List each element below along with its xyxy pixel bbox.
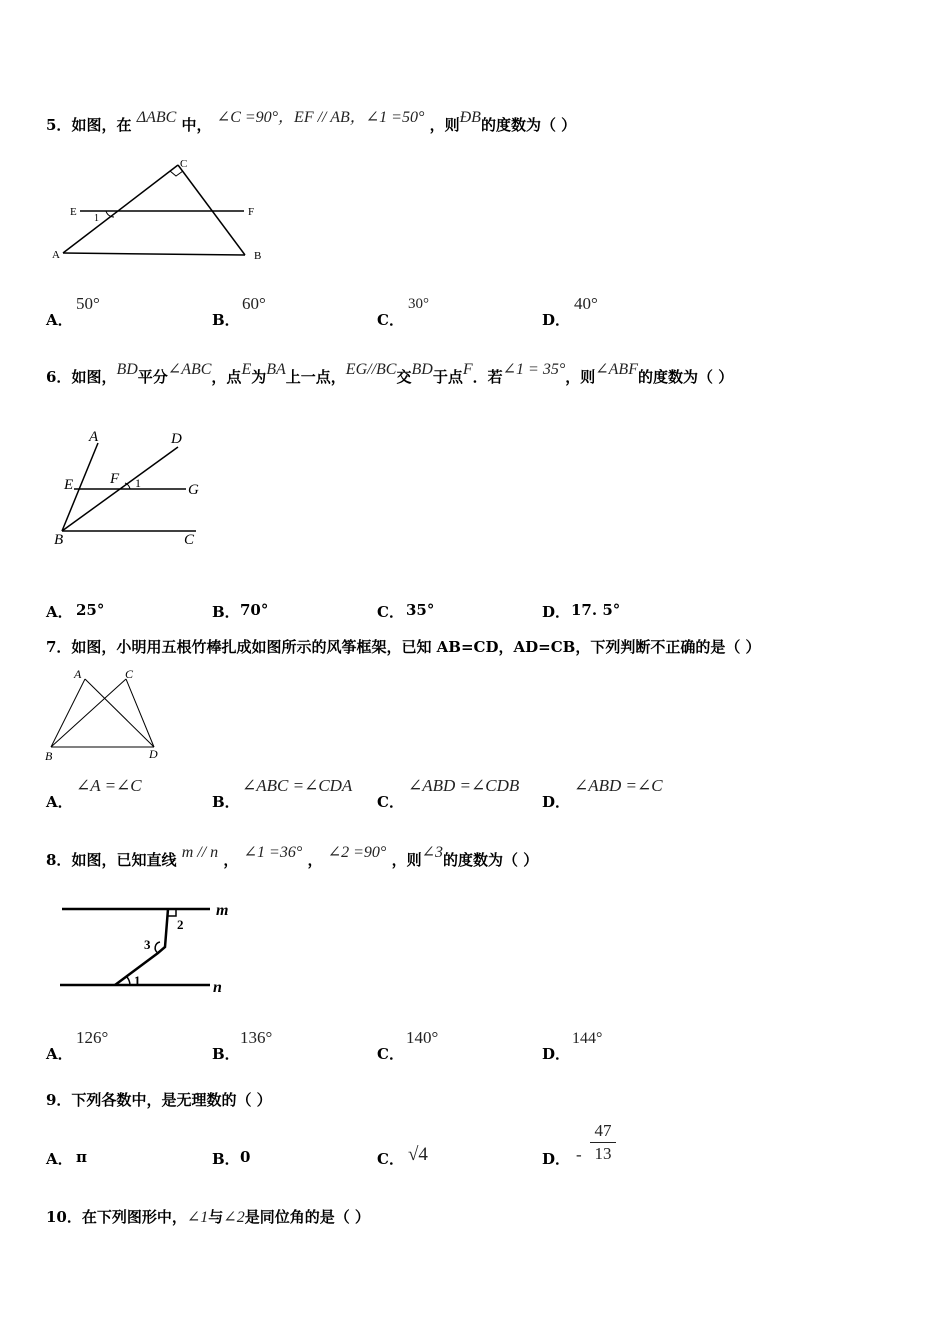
q10-math-angle2: ∠2 xyxy=(223,1209,245,1226)
q8-option-b-letter: B． xyxy=(212,1045,240,1063)
q6-text-8: ．若 xyxy=(472,368,503,386)
q7-option-d-letter: D． xyxy=(542,793,571,811)
q6-number: 6． xyxy=(46,368,72,386)
q7-line-cb xyxy=(51,679,126,747)
q8-option-d-letter: D． xyxy=(542,1045,571,1063)
q5-option-a-letter: A． xyxy=(46,311,73,329)
q6-math-f: F xyxy=(462,361,473,378)
q6-math-abc: ∠ABC xyxy=(167,361,212,378)
q9-option-d-fraction-bar xyxy=(590,1142,616,1143)
q8-label-2: 2 xyxy=(177,917,184,932)
q8-label-m: m xyxy=(216,902,229,919)
q6-math-bd-2: BD xyxy=(411,361,433,378)
q8-text-2: ，则 xyxy=(391,851,422,869)
q8-label-n: n xyxy=(213,979,222,996)
q5-option-b-letter: B． xyxy=(212,311,240,329)
q5-label-e: E xyxy=(70,206,77,218)
q7-line-ab xyxy=(51,679,85,747)
q7-kite-figure xyxy=(44,665,174,765)
q8-option-a-value: 126° xyxy=(76,1028,109,1047)
q8-label-3: 3 xyxy=(144,937,151,952)
q7-label-b: B xyxy=(45,749,53,763)
q7-line-cd xyxy=(126,679,154,747)
q6-label-a: A xyxy=(89,429,99,445)
q8-figure xyxy=(50,892,250,1002)
q8-sep-2: ， xyxy=(307,851,323,869)
q7-label-a: A xyxy=(74,667,82,681)
q7-line-ad xyxy=(85,679,154,747)
q6-text-7: 于点 xyxy=(432,368,463,386)
q6-option-d-value: 17. 5° xyxy=(571,601,621,619)
q8-math-angle3: ∠3 xyxy=(421,844,443,861)
q6-text-9: ，则 xyxy=(565,368,596,386)
q6-math-angle1: ∠1 = 35° xyxy=(502,361,566,378)
q9-option-c-letter: C． xyxy=(377,1150,404,1168)
q6-label-b: B xyxy=(54,532,64,548)
q5-option-c-letter: C． xyxy=(377,311,404,329)
q5-line-ac xyxy=(63,165,178,253)
q6-text-6: 交 xyxy=(396,368,412,386)
q5-option-d-letter: D． xyxy=(542,311,571,329)
q7-option-d-value: ∠ABD =∠C xyxy=(574,776,663,795)
q5-label-b: B xyxy=(254,250,262,262)
q8-text-3: 的度数为（ ） xyxy=(442,851,539,869)
q6-option-b-letter: B． xyxy=(212,603,240,621)
q6-text-1: 如图， xyxy=(71,368,117,386)
q7-label-d: D xyxy=(149,747,158,761)
q10-text-3: 是同位角的是（ ） xyxy=(244,1208,370,1226)
question-9-stem: 9．下列各数中，是无理数的（ ） xyxy=(46,1091,272,1109)
q6-option-c-letter: C． xyxy=(377,603,404,621)
q5-right-angle-mark xyxy=(170,171,183,176)
q5-option-a-value: 50° xyxy=(76,294,100,313)
q5-line-cb xyxy=(178,165,245,255)
q9-option-d-letter: D． xyxy=(542,1150,571,1168)
q6-option-d-letter: D． xyxy=(542,603,571,621)
question-8-stem xyxy=(46,844,539,870)
q7-option-c-value: ∠ABD =∠CDB xyxy=(408,776,520,795)
q10-text-2: 与 xyxy=(208,1208,224,1226)
q8-label-1: 1 xyxy=(134,973,141,988)
q5-option-c-value: 30° xyxy=(408,296,429,312)
q8-broken-line xyxy=(115,909,168,985)
q8-option-a-letter: A． xyxy=(46,1045,73,1063)
q7-label-c: C xyxy=(125,667,134,681)
q8-option-c-letter: C． xyxy=(377,1045,404,1063)
q5-text-1: 如图，在 xyxy=(71,116,132,134)
q9-option-a-letter: A． xyxy=(46,1150,73,1168)
q9-option-d-fraction xyxy=(590,1121,616,1164)
q6-label-g: G xyxy=(188,482,199,498)
q5-math-triangle: ΔABC xyxy=(136,109,177,126)
q5-label-c: C xyxy=(180,158,188,170)
q8-number: 8． xyxy=(46,851,72,869)
q5-label-a: A xyxy=(52,249,60,261)
q7-option-b-value: ∠ABC =∠CDA xyxy=(242,776,353,795)
q9-option-b-value: 0 xyxy=(240,1148,251,1166)
q6-math-bd: BD xyxy=(116,361,138,378)
q5-math-angle-b: ÐB xyxy=(459,109,481,126)
q6-label-d: D xyxy=(171,431,182,447)
question-10-stem xyxy=(46,1206,370,1227)
q6-option-a-value: 25° xyxy=(76,601,105,619)
q5-line-ab xyxy=(63,253,245,255)
q6-math-eg-bc: EG//BC xyxy=(345,361,397,378)
q6-label-1: 1 xyxy=(135,476,141,490)
q5-math-conditions: ∠C =90°，EF // AB，∠1 =50° xyxy=(216,109,425,126)
q6-text-4: 为 xyxy=(251,368,267,386)
q9-option-c-value: √4 xyxy=(408,1144,428,1165)
q6-text-5: 上一点， xyxy=(285,368,346,386)
q8-sep-1: ， xyxy=(223,851,239,869)
q9-option-d-numerator: 47 xyxy=(594,1121,612,1140)
q6-label-f: F xyxy=(110,471,120,487)
q5-option-b-value: 60° xyxy=(242,294,266,313)
q6-option-a-letter: A． xyxy=(46,603,73,621)
q9-option-d-denominator: 13 xyxy=(594,1144,612,1163)
q6-text-2: 平分 xyxy=(137,368,168,386)
q8-math-m-parallel-n: m // n xyxy=(181,844,219,861)
q6-angle-1-arc xyxy=(125,483,130,489)
q5-text-2: 中， xyxy=(181,116,212,134)
q5-option-d-value: 40° xyxy=(574,294,598,313)
q6-math-abf: ∠ABF xyxy=(595,361,638,378)
q8-option-c-value: 140° xyxy=(406,1028,439,1047)
q5-number: 5． xyxy=(46,116,72,134)
question-6-stem xyxy=(46,361,734,387)
q6-figure xyxy=(48,425,218,555)
q6-text-3: ，点 xyxy=(211,368,242,386)
q5-triangle-figure xyxy=(48,155,278,270)
q5-label-f: F xyxy=(248,206,255,218)
q7-option-a-value: ∠A =∠C xyxy=(76,776,142,795)
q6-option-c-value: 35° xyxy=(406,601,435,619)
q5-text-3: ，则 xyxy=(429,116,460,134)
q9-option-b-letter: B． xyxy=(212,1150,240,1168)
q9-option-a-value: π xyxy=(76,1148,87,1166)
q8-option-b-value: 136° xyxy=(240,1028,273,1047)
q7-option-c-letter: C． xyxy=(377,793,404,811)
q7-option-a-letter: A． xyxy=(46,793,73,811)
q8-math-angle2: ∠2 =90° xyxy=(327,844,387,861)
q8-option-d-value: 144° xyxy=(572,1030,603,1047)
q7-option-b-letter: B． xyxy=(212,793,240,811)
q9-option-d-sign: - xyxy=(576,1145,582,1164)
q6-math-e: E xyxy=(241,361,252,378)
q8-math-angle1: ∠1 =36° xyxy=(243,844,303,861)
q6-label-c: C xyxy=(184,532,195,548)
q5-label-1: 1 xyxy=(94,213,99,224)
q6-text-10: 的度数为（ ） xyxy=(637,368,734,386)
q8-text-1: 如图，已知直线 xyxy=(71,851,177,869)
q10-text-1: 10．在下列图形中， xyxy=(46,1208,187,1226)
q6-option-b-value: 70° xyxy=(240,601,269,619)
q10-math-angle1: ∠1 xyxy=(186,1209,209,1226)
question-7-stem: 7．如图，小明用五根竹棒扎成如图所示的风筝框架，已知 AB=CD，AD=CB，下列判断不正确的是（ ） xyxy=(46,638,761,656)
q5-text-4: 的度数为（ ） xyxy=(480,116,577,134)
question-5-stem xyxy=(46,109,577,135)
q6-math-ba: BA xyxy=(266,361,286,378)
q6-label-e: E xyxy=(64,477,74,493)
